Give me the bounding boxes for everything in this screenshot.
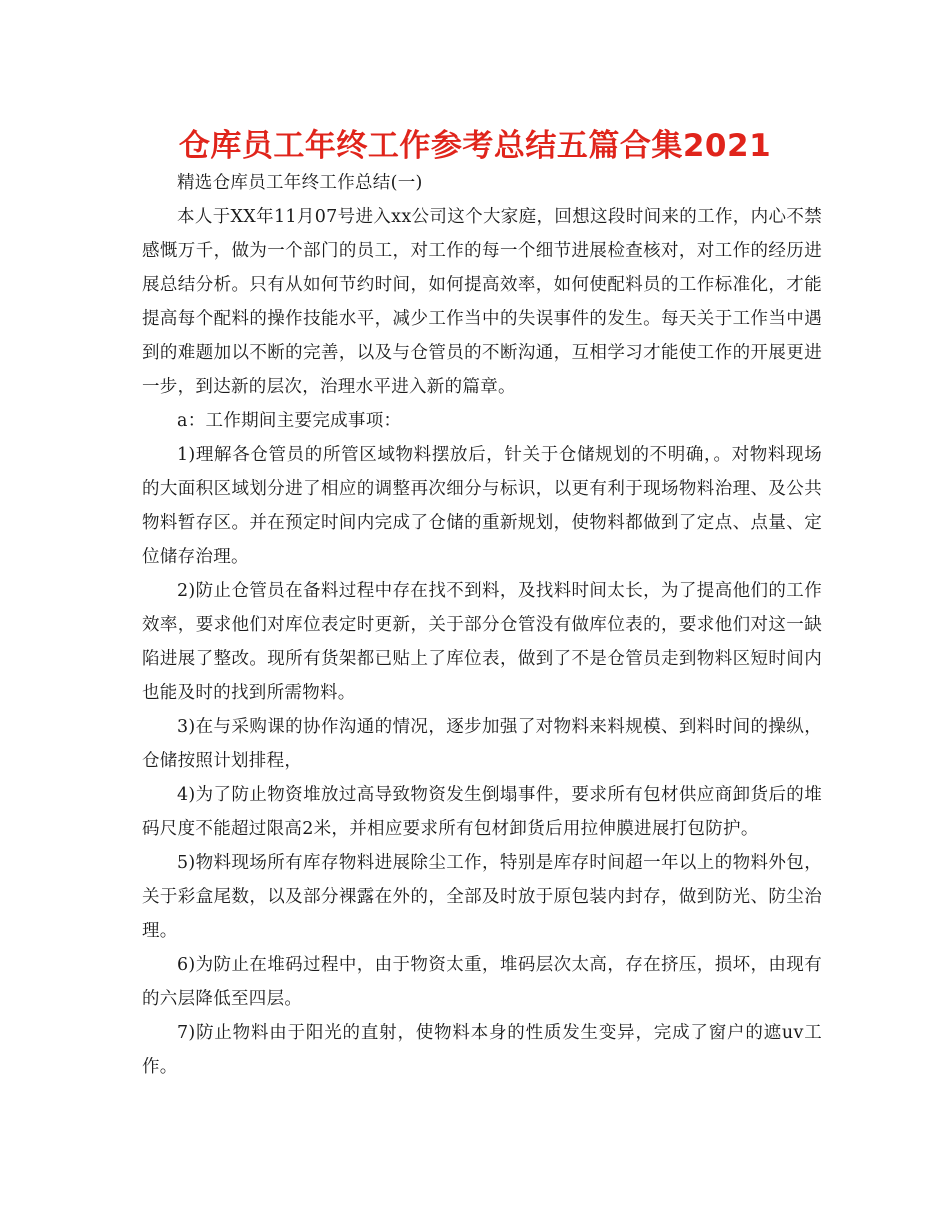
paragraph-item-7: 7)防止物料由于阳光的直射，使物料本身的性质发生变异，完成了窗户的遮uv工作。 [142,1023,822,1077]
paragraph-item-5: 5)物料现场所有库存物料进展除尘工作，特别是库存时间超一年以上的物料外包，关于彩盒尾数，以及部分裸露在外的，全部及时放于原包装内封存，做到防光、防尘治理。 [142,853,822,941]
document-body [142,166,822,1084]
paragraph-item-6: 6)为防止在堆码过程中，由于物资太重，堆码层次太高，存在挤压，损坏，由现有的六层降低至四层。 [142,955,822,1009]
paragraph-intro: 本人于XX年11月07号进入xx公司这个大家庭，回想这段时间来的工作，内心不禁感慨万千，做为一个部门的员工，对工作的每一个细节进展检查核对，对工作的经历进展总结分析。只有从如何节约时间，如何提高效率，如何使配料员的工作标准化，才能提高每个配料的操作技能水平，减少工作当中的失误事件的发生。每天关于工作当中遇到的难题加以不断的完善，以及与仓管员的不断沟通，互相学习才能使工作的开展更进一步，到达新的层次，治理水平进入新的篇章。 [142,207,822,397]
section-heading: 精选仓库员工年终工作总结(一) [177,173,423,193]
paragraph-item-4: 4)为了防止物资堆放过高导致物资发生倒塌事件，要求所有包材供应商卸货后的堆码尺度不能超过限高2米，并相应要求所有包材卸货后用拉伸膜进展打包防护。 [142,785,822,839]
paragraph-item-2: 2)防止仓管员在备料过程中存在找不到料，及找料时间太长，为了提高他们的工作效率，要求他们对库位表定时更新，关于部分仓管没有做库位表的，要求他们对这一缺陷进展了整改。现所有货架都已贴上了库位表，做到了不是仓管员走到物料区短时间内也能及时的找到所需物料。 [142,581,822,703]
paragraph-item-1: 1)理解各仓管员的所管区域物料摆放后，针关于仓储规划的不明确，。对物料现场的大面积区域划分进了相应的调整再次细分与标识，以更有利于现场物料治理、及公共物料暂存区。并在预定时间内完成了仓储的重新规划，使物料都做到了定点、点量、定位储存治理。 [142,445,822,567]
paragraph-items-heading: a：工作期间主要完成事项： [177,411,402,431]
paragraph-item-3: 3)在与采购课的协作沟通的情况，逐步加强了对物料来料规模、到料时间的操纵，仓储按照计划排程， [142,717,822,771]
document-title: 仓库员工年终工作参考总结五篇合集2021 [178,128,772,164]
